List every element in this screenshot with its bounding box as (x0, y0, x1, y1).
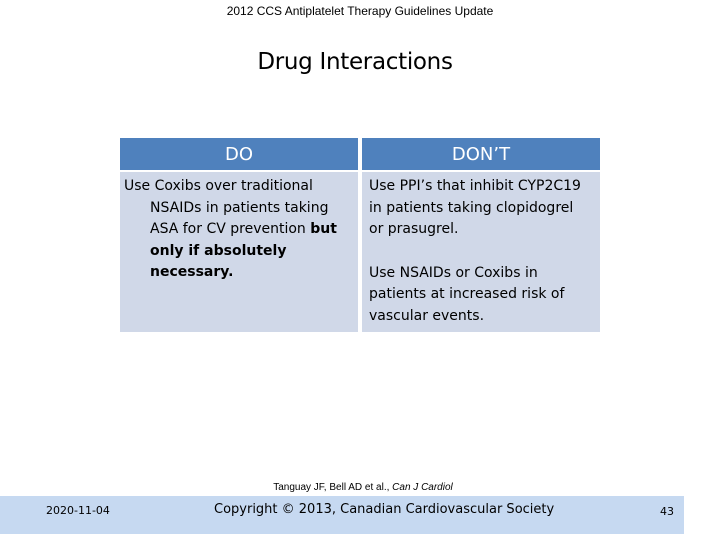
do-item (124, 176, 352, 284)
citation (0, 482, 720, 493)
citation-authors: Tanguay JF, Bell AD et al., (273, 482, 393, 493)
dont-cell (362, 172, 600, 332)
page-number: 43 (660, 505, 674, 518)
do-cell (120, 172, 358, 332)
dont-item: Use NSAIDs or Coxibs in patients at increased risk of vascular events. (369, 264, 565, 324)
footer-date: 2020-11-04 (46, 504, 110, 517)
header-title: 2012 CCS Antiplatelet Therapy Guidelines Update (226, 4, 494, 18)
slide-title: Drug Interactions (257, 49, 453, 75)
do-column-header: DO (120, 138, 358, 172)
citation-journal: Can J Cardiol (392, 482, 453, 493)
do-item-text: Use Coxibs over traditional NSAIDs in patients taking ASA for CV prevention (124, 178, 329, 237)
footer-copyright: Copyright © 2013, Canadian Cardiovascular Society (214, 502, 555, 517)
dont-item: Use PPI’s that inhibit CYP2C19 in patients taking clopidogrel or prasugrel. (369, 178, 581, 237)
dont-column-header: DON’T (362, 138, 600, 172)
do-dont-table (120, 138, 600, 332)
do-item-emphasis: but only if absolutely necessary. (150, 221, 337, 280)
